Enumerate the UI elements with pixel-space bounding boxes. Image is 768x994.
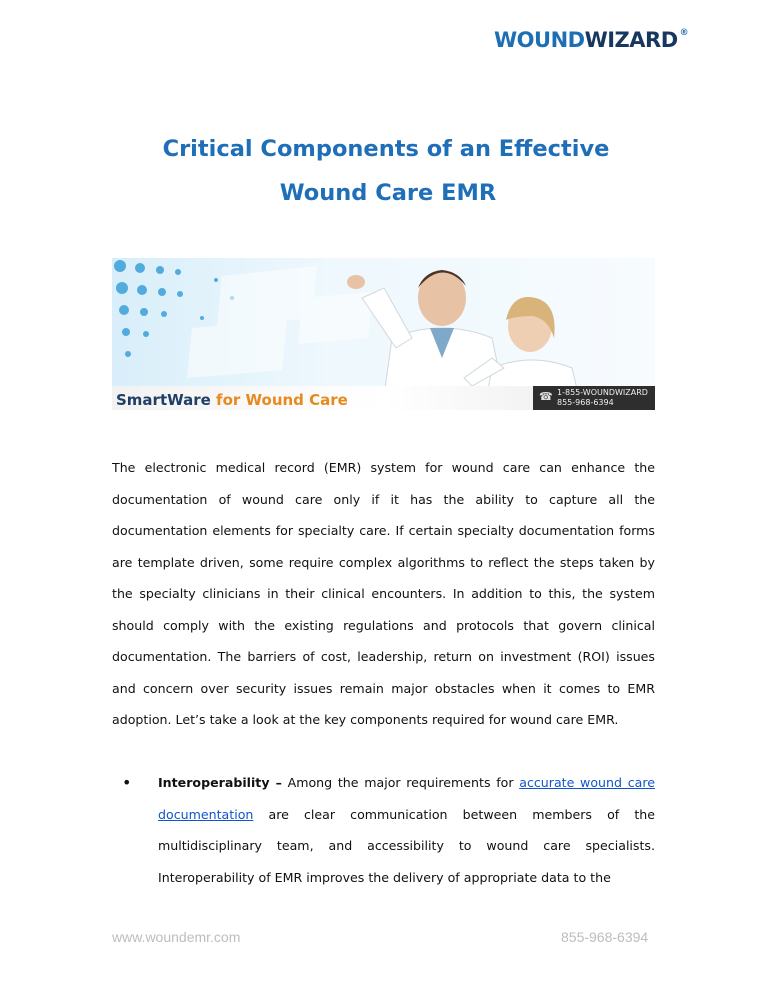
bullet-heading: Interoperability – bbox=[158, 775, 282, 790]
brand-for-wound-care: for Wound Care bbox=[210, 391, 348, 409]
registered-mark: ® bbox=[679, 28, 689, 38]
woundwizard-logo bbox=[494, 28, 688, 52]
accurate-wound-care-documentation-link[interactable]: accurate wound care documentation bbox=[158, 775, 655, 822]
telephone-icon: ☎ bbox=[539, 390, 553, 403]
hero-banner-image bbox=[112, 258, 655, 410]
phone-line-1: 1-855-WOUNDWIZARD bbox=[557, 388, 648, 397]
bullet-text bbox=[158, 767, 655, 893]
intro-paragraph: The electronic medical record (EMR) system for wound care can enhance the documentation of wound care only if it has the ability to capture all the documentation elements for specialty care. If certain specialty documentation forms are template driven, some require complex algorithms to reflect the steps taken by the specialty clinicians in their clinical encounters. In addition to this, the system should comply with the existing regulations and protocols that govern clinical documentation. The barriers of cost, leadership, return on investment (ROI) issues and concern over security issues remain major obstacles when it comes to EMR adoption. Let’s take a look at the key components required for wound care EMR. bbox=[112, 460, 655, 727]
phone-line-2: 855-968-6394 bbox=[557, 398, 614, 407]
bullet-text-after-link: are clear communication between members of the multidisciplinary team, and accessibility to wound care specialists. Interoperability of EMR improves the delivery of appropriate data to the bbox=[158, 806, 655, 885]
footer-phone: 855-968-6394 bbox=[561, 929, 649, 945]
banner-brand-text bbox=[116, 391, 348, 409]
bullet-text-before-link: Among the major requirements for bbox=[281, 775, 520, 790]
bullet-dot-icon: • bbox=[122, 773, 132, 792]
title-line-1: Critical Components of an Effective bbox=[162, 136, 610, 163]
banner-phone-box bbox=[533, 386, 655, 410]
brand-smartware: SmartWare bbox=[116, 391, 211, 409]
title-line-2: Wound Care EMR bbox=[279, 180, 497, 207]
logo-text-wizard: WIZARD bbox=[584, 28, 678, 52]
document-title bbox=[0, 127, 768, 215]
footer-website: www.woundemr.com bbox=[112, 929, 241, 945]
logo-text-wound: WOUND bbox=[494, 28, 585, 52]
